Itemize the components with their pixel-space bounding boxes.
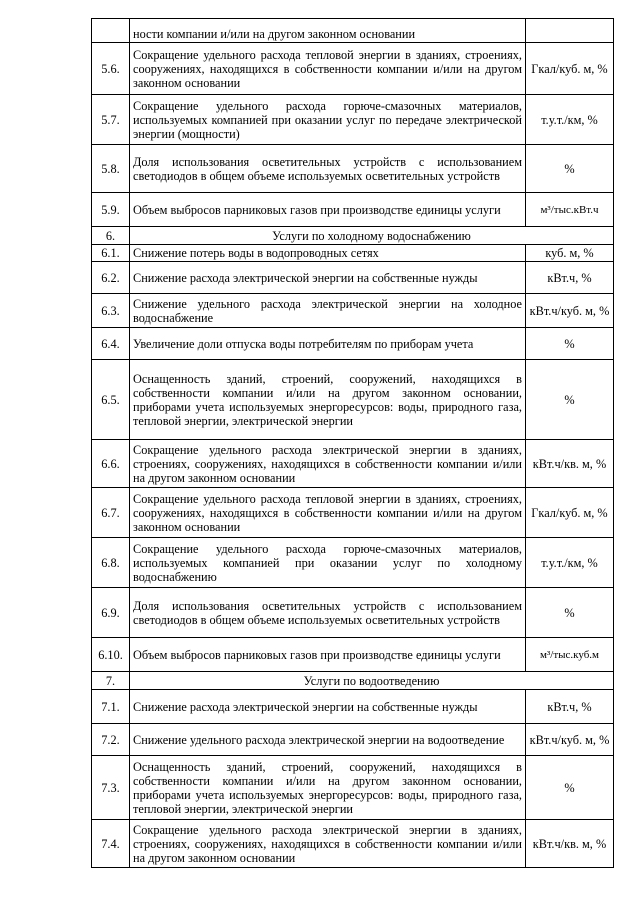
row-number: 6.	[92, 227, 130, 245]
row-number: 5.6.	[92, 43, 130, 95]
row-number: 5.8.	[92, 145, 130, 193]
measurement-unit: %	[526, 360, 614, 440]
indicator-description: Доля использования осветительных устройств с использованием светодиодов в общем объеме используемых осветительных устройств	[130, 145, 526, 193]
row-number: 7.1.	[92, 690, 130, 724]
table-row	[92, 245, 614, 262]
measurement-unit: кВт.ч/куб. м, %	[526, 294, 614, 328]
measurement-unit: Гкал/куб. м, %	[526, 43, 614, 95]
indicator-description: Сокращение удельного расхода тепловой энергии в зданиях, строениях, сооружениях, находящихся в собственности компании и/или на другом законном основании	[130, 43, 526, 95]
indicator-description: Сокращение удельного расхода тепловой энергии в зданиях, строениях, сооружениях, находящихся в собственности компании и/или на другом законном основании	[130, 488, 526, 538]
indicator-description: Сокращение удельного расхода электрической энергии в зданиях, строениях, сооружениях, находящихся в собственности компании и/или на другом законном основании	[130, 440, 526, 488]
measurement-unit: %	[526, 145, 614, 193]
table-row	[92, 19, 614, 43]
row-number: 6.10.	[92, 638, 130, 672]
measurement-unit: кВт.ч/кв. м, %	[526, 440, 614, 488]
document-page	[91, 18, 613, 868]
row-number: 7.4.	[92, 820, 130, 868]
measurement-unit: %	[526, 756, 614, 820]
table-row	[92, 95, 614, 145]
indicator-description: Объем выбросов парниковых газов при производстве единицы услуги	[130, 193, 526, 227]
indicator-description: ности компании и/или на другом законном основании	[130, 19, 526, 43]
measurement-unit: т.у.т./км, %	[526, 538, 614, 588]
indicator-description: Увеличение доли отпуска воды потребителям по приборам учета	[130, 328, 526, 360]
measurement-unit: м³/тыс.куб.м	[526, 638, 614, 672]
indicator-description: Оснащенность зданий, строений, сооружений, находящихся в собственности компании и/или на другом законном основании, приборами учета используемых энергоресурсов: воды, природного газа, тепловой энергии, электрической энергии	[130, 360, 526, 440]
indicator-description: Снижение расхода электрической энергии на собственные нужды	[130, 690, 526, 724]
section-title: Услуги по водоотведению	[130, 672, 614, 690]
row-number: 5.7.	[92, 95, 130, 145]
measurement-unit: кВт.ч/кв. м, %	[526, 820, 614, 868]
indicator-description: Сокращение удельного расхода горюче-смазочных материалов, используемых компанией при оказании услуг по передаче электрической энергии (мощности)	[130, 95, 526, 145]
indicator-description: Снижение удельного расхода электрической энергии на холодное водоснабжение	[130, 294, 526, 328]
table-row	[92, 193, 614, 227]
row-number: 6.5.	[92, 360, 130, 440]
indicator-description: Снижение расхода электрической энергии на собственные нужды	[130, 262, 526, 294]
row-number: 7.3.	[92, 756, 130, 820]
measurement-unit: кВт.ч/куб. м, %	[526, 724, 614, 756]
indicator-description: Сокращение удельного расхода электрической энергии в зданиях, строениях, сооружениях, находящихся в собственности компании и/или на другом законном основании	[130, 820, 526, 868]
table-row	[92, 328, 614, 360]
section-row	[92, 227, 614, 245]
measurement-unit	[526, 19, 614, 43]
table-row	[92, 638, 614, 672]
table-row	[92, 538, 614, 588]
table-row	[92, 488, 614, 538]
row-number: 7.2.	[92, 724, 130, 756]
measurement-unit: т.у.т./км, %	[526, 95, 614, 145]
row-number: 6.3.	[92, 294, 130, 328]
section-row	[92, 672, 614, 690]
table-row	[92, 820, 614, 868]
row-number: 6.1.	[92, 245, 130, 262]
indicator-description: Оснащенность зданий, строений, сооружений, находящихся в собственности компании и/или на другом законном основании, приборами учета используемых энергоресурсов: воды, природного газа, тепловой энергии, электрической энергии	[130, 756, 526, 820]
row-number: 6.2.	[92, 262, 130, 294]
measurement-unit: куб. м, %	[526, 245, 614, 262]
row-number: 6.4.	[92, 328, 130, 360]
table-row	[92, 756, 614, 820]
table-row	[92, 690, 614, 724]
table-row	[92, 43, 614, 95]
row-number: 6.8.	[92, 538, 130, 588]
table-row	[92, 724, 614, 756]
measurement-unit: %	[526, 588, 614, 638]
indicator-description: Снижение удельного расхода электрической энергии на водоотведение	[130, 724, 526, 756]
row-number	[92, 19, 130, 43]
indicator-description: Снижение потерь воды в водопроводных сетях	[130, 245, 526, 262]
indicator-description: Объем выбросов парниковых газов при производстве единицы услуги	[130, 638, 526, 672]
row-number: 5.9.	[92, 193, 130, 227]
measurement-unit: м³/тыс.кВт.ч	[526, 193, 614, 227]
measurement-unit: %	[526, 328, 614, 360]
row-number: 7.	[92, 672, 130, 690]
row-number: 6.9.	[92, 588, 130, 638]
indicator-description: Доля использования осветительных устройств с использованием светодиодов в общем объеме используемых осветительных устройств	[130, 588, 526, 638]
table-row	[92, 145, 614, 193]
measurement-unit: кВт.ч, %	[526, 262, 614, 294]
measurement-unit: кВт.ч, %	[526, 690, 614, 724]
table-row	[92, 440, 614, 488]
table-row	[92, 588, 614, 638]
measurement-unit: Гкал/куб. м, %	[526, 488, 614, 538]
row-number: 6.7.	[92, 488, 130, 538]
indicators-table	[91, 18, 614, 868]
table-row	[92, 360, 614, 440]
indicator-description: Сокращение удельного расхода горюче-смазочных материалов, используемых компанией при оказании услуг по холодному водоснабжению	[130, 538, 526, 588]
table-row	[92, 262, 614, 294]
table-row	[92, 294, 614, 328]
indicators-table-body	[92, 19, 614, 868]
section-title: Услуги по холодному водоснабжению	[130, 227, 614, 245]
row-number: 6.6.	[92, 440, 130, 488]
